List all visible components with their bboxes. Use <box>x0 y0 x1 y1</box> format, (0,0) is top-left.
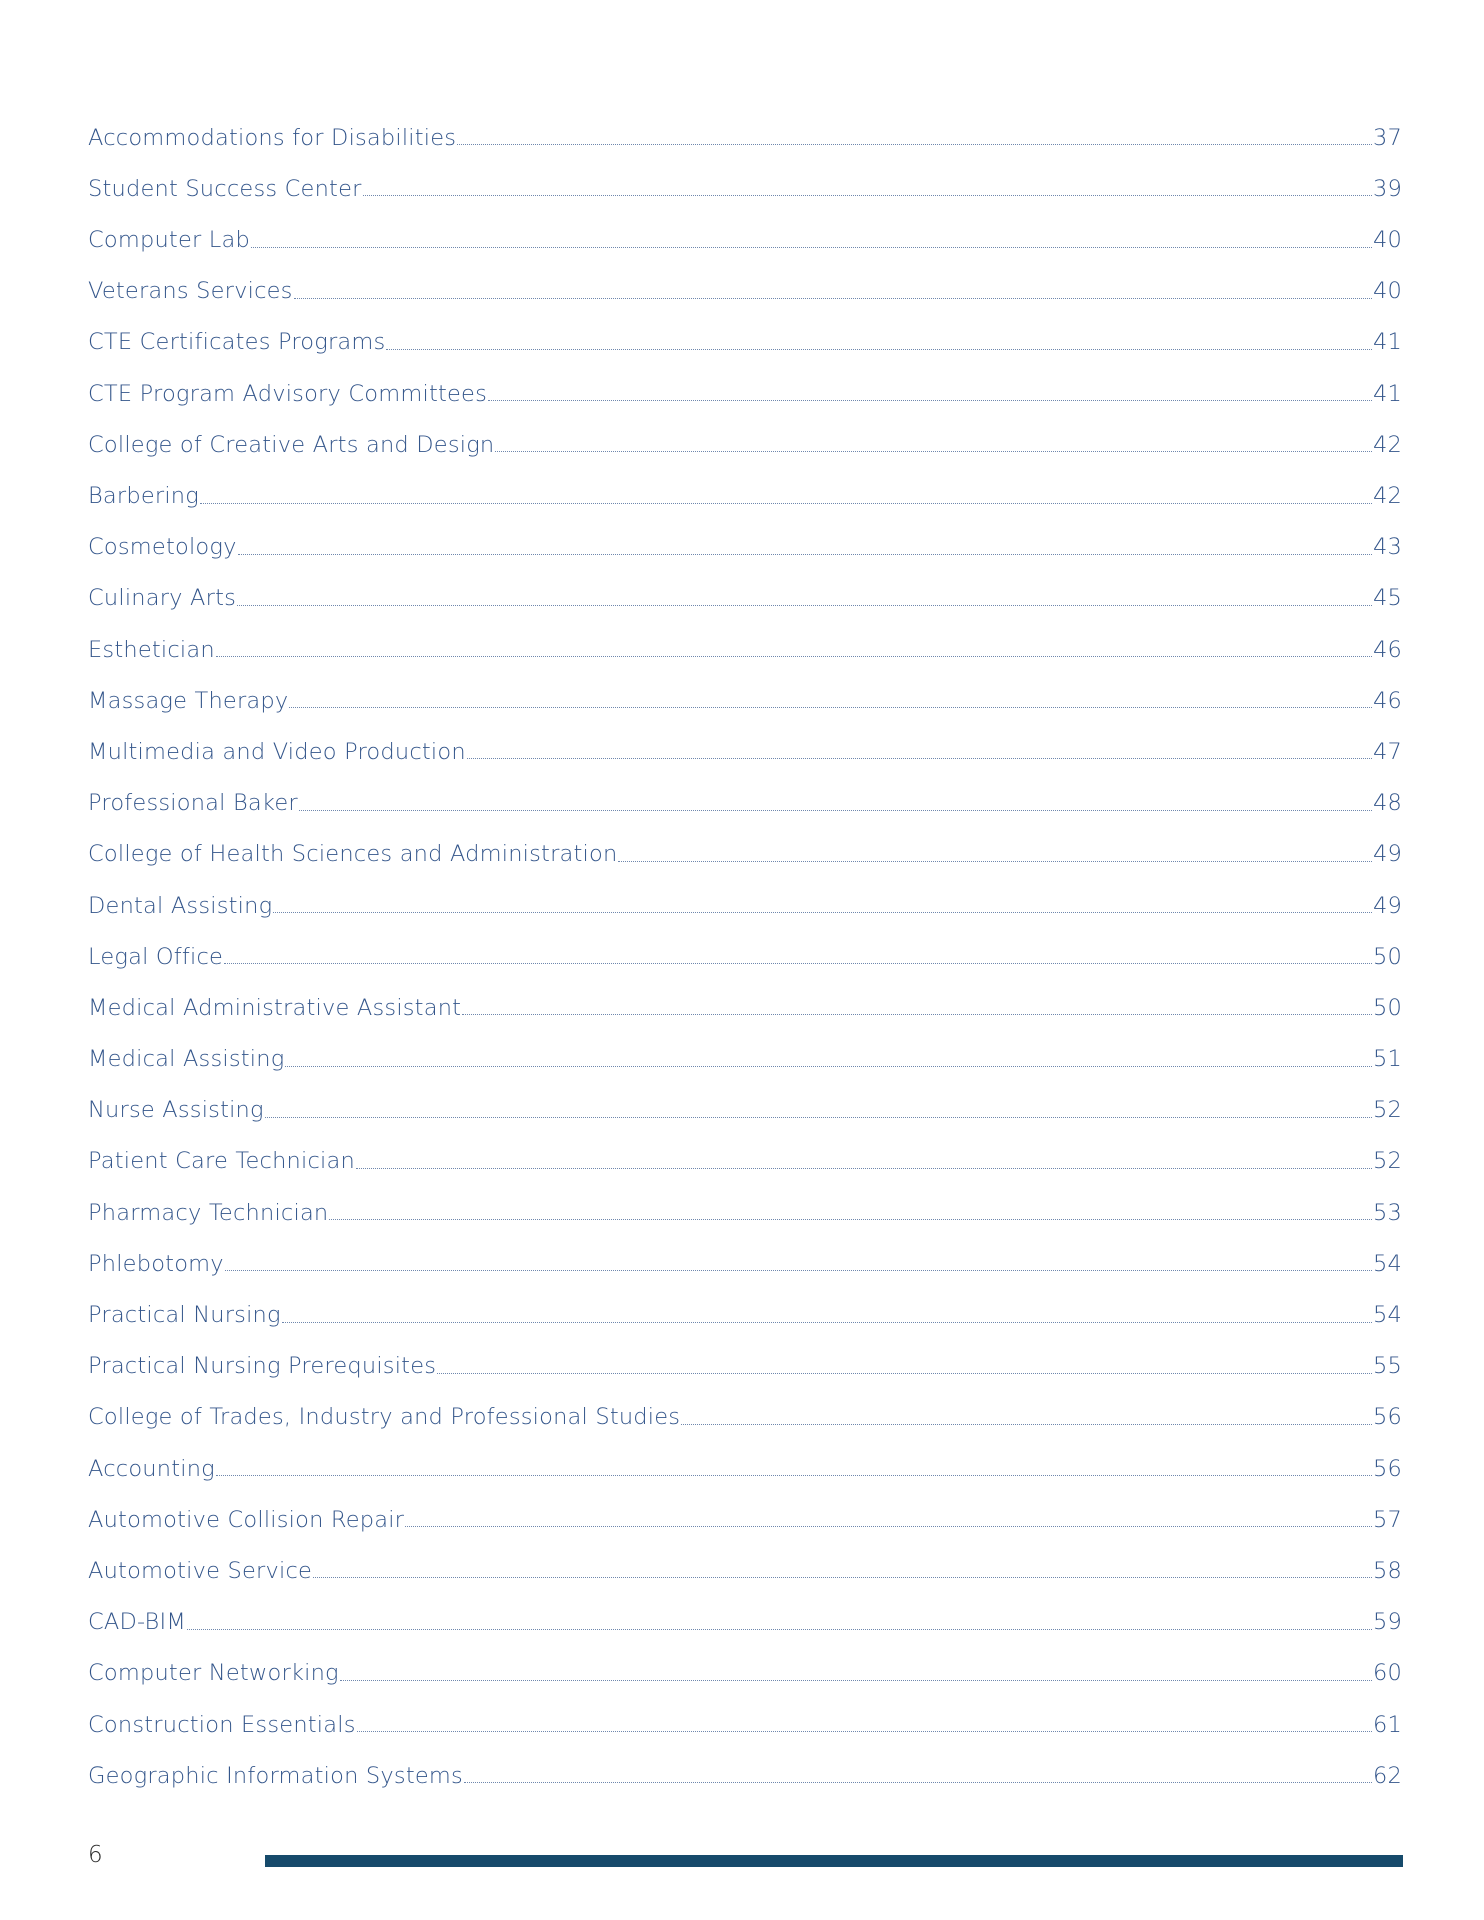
toc-entry-page: 49 <box>1372 841 1402 868</box>
page-number: 6 <box>88 1842 103 1868</box>
toc-entry-page: 52 <box>1372 1097 1402 1124</box>
toc-dot-leader <box>289 707 1372 708</box>
toc-entry[interactable] <box>88 1079 1402 1130</box>
toc-dot-leader <box>313 1577 1372 1578</box>
toc-entry-page: 50 <box>1372 994 1402 1021</box>
toc-entry[interactable] <box>88 362 1402 413</box>
toc-entry[interactable] <box>88 260 1402 311</box>
toc-entry-page: 42 <box>1372 483 1402 509</box>
toc-entry-title: Construction Essentials <box>88 1711 356 1738</box>
toc-entry-page: 46 <box>1372 636 1402 663</box>
toc-entry-page: 48 <box>1372 790 1402 817</box>
toc-entry[interactable] <box>88 720 1402 771</box>
toc-entry-title: Cosmetology <box>88 534 237 561</box>
toc-dot-leader <box>216 656 1372 657</box>
toc-dot-leader <box>356 1168 1372 1169</box>
toc-entry-page: 54 <box>1372 1302 1402 1328</box>
toc-entry-title: Medical Administrative Assistant <box>88 994 462 1021</box>
toc-dot-leader <box>464 1782 1372 1783</box>
toc-entry[interactable] <box>88 567 1402 618</box>
toc-entry-page: 61 <box>1372 1711 1402 1738</box>
toc-entry-title: College of Creative Arts and Design <box>88 431 495 458</box>
toc-entry-title: Patient Care Technician <box>88 1148 355 1175</box>
toc-entry-page: 49 <box>1372 892 1402 919</box>
toc-dot-leader <box>265 1117 1372 1118</box>
toc-entry-title: Practical Nursing <box>88 1302 281 1328</box>
toc-entry[interactable] <box>88 157 1402 208</box>
toc-dot-leader <box>457 144 1372 145</box>
toc-dot-leader <box>386 349 1372 350</box>
toc-entry-page: 42 <box>1372 431 1402 458</box>
toc-dot-leader <box>216 1475 1372 1476</box>
toc-entry[interactable] <box>88 516 1402 567</box>
toc-entry[interactable] <box>88 1437 1402 1488</box>
toc-entry[interactable] <box>88 618 1402 669</box>
toc-entry-title: Accounting <box>88 1455 215 1482</box>
toc-dot-leader <box>329 1219 1372 1220</box>
toc-entry[interactable] <box>88 771 1402 822</box>
toc-entry-page: 60 <box>1372 1660 1402 1687</box>
toc-entry-title: Esthetician <box>88 636 215 663</box>
toc-entry-title: Veterans Services <box>88 278 293 305</box>
toc-entry[interactable] <box>88 1283 1402 1334</box>
toc-dot-leader <box>238 554 1372 555</box>
toc-entry-title: Legal Office <box>88 943 224 970</box>
toc-entry-title: CTE Program Advisory Committees <box>88 380 487 407</box>
toc-entry-title: Practical Nursing Prerequisites <box>88 1353 437 1380</box>
toc-dot-leader <box>681 1424 1372 1425</box>
toc-entry[interactable] <box>88 669 1402 720</box>
toc-entry[interactable] <box>88 1027 1402 1078</box>
toc-entry-page: 58 <box>1372 1557 1402 1584</box>
toc-entry[interactable] <box>88 106 1402 157</box>
toc-entry-page: 57 <box>1372 1506 1402 1533</box>
toc-dot-leader <box>251 247 1372 248</box>
toc-entry[interactable] <box>88 1590 1402 1641</box>
toc-entry[interactable] <box>88 1181 1402 1232</box>
toc-entry[interactable] <box>88 1335 1402 1386</box>
toc-entry-title: Automotive Collision Repair <box>88 1506 405 1533</box>
toc-entry-page: 37 <box>1372 124 1402 151</box>
toc-dot-leader <box>462 1014 1372 1015</box>
toc-dot-leader <box>618 861 1372 862</box>
toc-entry-page: 50 <box>1372 943 1402 970</box>
toc-entry-page: 52 <box>1372 1148 1402 1175</box>
toc-entry-page: 59 <box>1372 1609 1402 1636</box>
toc-dot-leader <box>187 1629 1372 1630</box>
toc-dot-leader <box>437 1373 1372 1374</box>
toc-entry[interactable] <box>88 874 1402 925</box>
toc-entry-title: Student Success Center <box>88 175 362 202</box>
toc-dot-leader <box>285 1066 1372 1067</box>
toc-entry-title: Multimedia and Video Production <box>88 738 466 765</box>
toc-entry-title: Geographic Information Systems <box>88 1762 463 1789</box>
toc-entry-page: 47 <box>1372 738 1402 765</box>
toc-entry-title: Nurse Assisting <box>88 1097 264 1124</box>
toc-entry-page: 43 <box>1372 534 1402 561</box>
toc-entry[interactable] <box>88 1488 1402 1539</box>
toc-entry-title: Pharmacy Technician <box>88 1199 329 1226</box>
toc-dot-leader <box>273 912 1372 913</box>
toc-entry[interactable] <box>88 976 1402 1027</box>
toc-dot-leader <box>363 195 1372 196</box>
toc-dot-leader <box>495 451 1372 452</box>
toc-entry-page: 45 <box>1372 585 1402 612</box>
toc-entry-page: 40 <box>1372 227 1402 254</box>
toc-dot-leader <box>467 758 1372 759</box>
toc-entry[interactable] <box>88 1642 1402 1693</box>
toc-dot-leader <box>340 1680 1372 1681</box>
toc-entry[interactable] <box>88 464 1402 515</box>
toc-dot-leader <box>225 1270 1372 1271</box>
toc-dot-leader <box>488 400 1372 401</box>
toc-dot-leader <box>405 1526 1372 1527</box>
toc-entry-title: Barbering <box>88 483 199 509</box>
toc-entry-title: Automotive Service <box>88 1557 313 1584</box>
toc-entry-title: Culinary Arts <box>88 585 237 612</box>
toc-entry-page: 56 <box>1372 1455 1402 1482</box>
toc-entry[interactable] <box>88 925 1402 976</box>
toc-entry-title: College of Health Sciences and Administration <box>88 841 618 868</box>
toc-entry[interactable] <box>88 1539 1402 1590</box>
toc-entry-title: CTE Certificates Programs <box>88 329 386 356</box>
footer-bar <box>265 1855 1403 1867</box>
toc-entry[interactable] <box>88 1693 1402 1744</box>
toc-dot-leader <box>237 605 1372 606</box>
toc-entry-title: CAD-BIM <box>88 1609 186 1636</box>
toc-dot-leader <box>294 298 1372 299</box>
toc-entry-title: Professional Baker <box>88 790 298 817</box>
toc-entry-page: 62 <box>1372 1762 1402 1789</box>
toc-entry[interactable] <box>88 1232 1402 1283</box>
toc-entry[interactable] <box>88 311 1402 362</box>
toc-entry-title: Massage Therapy <box>88 687 289 714</box>
toc-dot-leader <box>357 1731 1372 1732</box>
toc-entry[interactable] <box>88 1386 1402 1437</box>
toc-entry[interactable] <box>88 1744 1402 1795</box>
toc-entry-title: Medical Assisting <box>88 1046 285 1073</box>
toc-dot-leader <box>200 503 1372 504</box>
toc-entry-title: Phlebotomy <box>88 1250 224 1277</box>
toc-entry-title: Dental Assisting <box>88 892 273 919</box>
toc-entry-page: 39 <box>1372 175 1402 202</box>
toc-entry-page: 53 <box>1372 1199 1402 1226</box>
toc-entry-page: 54 <box>1372 1250 1402 1277</box>
toc-dot-leader <box>299 810 1372 811</box>
toc-entry-page: 40 <box>1372 278 1402 305</box>
toc-entry-title: Accommodations for Disabilities <box>88 124 457 151</box>
toc-entry-title: Computer Lab <box>88 227 251 254</box>
table-of-contents <box>88 106 1402 1795</box>
toc-entry-page: 41 <box>1372 380 1402 407</box>
toc-entry[interactable] <box>88 823 1402 874</box>
toc-entry[interactable] <box>88 1130 1402 1181</box>
toc-entry[interactable] <box>88 413 1402 464</box>
toc-entry-page: 41 <box>1372 329 1402 356</box>
toc-entry-page: 56 <box>1372 1404 1402 1431</box>
toc-entry-title: College of Trades, Industry and Professional Studies <box>88 1404 681 1431</box>
toc-entry-page: 51 <box>1372 1046 1402 1073</box>
toc-entry-page: 46 <box>1372 687 1402 714</box>
toc-entry-page: 55 <box>1372 1353 1402 1380</box>
toc-dot-leader <box>282 1322 1372 1323</box>
toc-dot-leader <box>224 963 1372 964</box>
toc-entry[interactable] <box>88 208 1402 259</box>
toc-entry-title: Computer Networking <box>88 1660 339 1687</box>
